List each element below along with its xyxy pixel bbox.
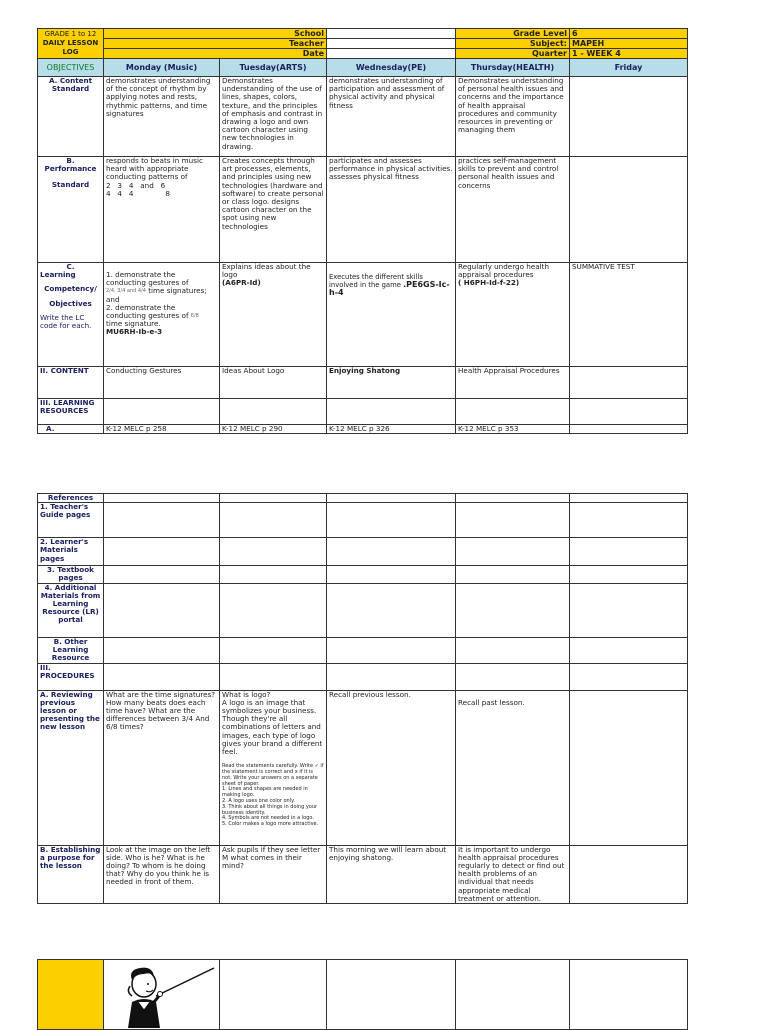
conductor-illustration	[106, 962, 216, 1028]
conductor-image-cell	[104, 960, 220, 1030]
additional-materials-label: 4. Additional Materials from Learning Resource (LR) portal	[38, 583, 104, 637]
competency-monday: 1. demonstrate the conducting gestures of 2/4, 3/4 and 4/4 time signatures; and 2. demonstrate the conducting gestures of 6/8 time signature. MU6RH-Ib-e-3	[104, 263, 220, 367]
learning-resources-monday-blank	[104, 399, 220, 425]
resources-thursday: K-12 MELC p 353	[456, 425, 570, 434]
resources-friday	[570, 425, 688, 434]
learning-resources-tuesday-blank	[220, 399, 327, 425]
content-standard-label: A. Content Standard	[38, 77, 104, 157]
reviewing-monday: What are the time signatures? How many beats does each time have? What are the differences between 3/4 And 6/8 times?	[104, 690, 220, 845]
reviewing-wednesday: Recall previous lesson.	[327, 690, 456, 845]
lesson-log-table-3	[37, 959, 688, 1030]
teacher-label: Teacher	[104, 39, 327, 49]
col-thursday: Thursday(HEALTH)	[456, 59, 570, 77]
date-label: Date	[104, 49, 327, 59]
learning-resources-thursday-blank	[456, 399, 570, 425]
quarter-label: Quarter	[456, 49, 570, 59]
col-wednesday: Wednesday(PE)	[327, 59, 456, 77]
reviewing-label: A. Reviewing previous lesson or presenting the new lesson	[38, 690, 104, 845]
log-title: GRADE 1 to 12 DAILY LESSON LOG	[38, 29, 104, 59]
content-friday	[570, 367, 688, 399]
teacher-value[interactable]	[327, 39, 456, 49]
procedures-label: III. PROCEDURES	[38, 663, 104, 690]
performance-standard-wednesday: participates and assesses performance in physical activities. assesses physical fitness	[327, 157, 456, 263]
lesson-log-table-1	[37, 28, 688, 434]
references-label: References	[38, 494, 104, 503]
content-standard-monday: demonstrates understanding of the concept of rhythm by applying notes and rests, rhythmic patterns, and time signatures	[104, 77, 220, 157]
school-label: School	[104, 29, 327, 39]
date-value[interactable]	[327, 49, 456, 59]
content-tuesday: Ideas About Logo	[220, 367, 327, 399]
learning-resources-wednesday-blank	[327, 399, 456, 425]
performance-standard-tuesday: Creates concepts through art processes, elements, and principles using new technologies (hardware and software) to create personal or class logo. designs cartoon character on the spot using new technologies	[220, 157, 327, 263]
textbook-label: 3. Textbook pages	[38, 566, 104, 583]
content-standard-tuesday: Demonstrates understanding of the use of lines, shapes, colors, texture, and the principles of emphasis and contrast in drawing a logo and own cartoon character using new technologies in drawing.	[220, 77, 327, 157]
learning-resources-friday-blank	[570, 399, 688, 425]
competency-thursday: Regularly undergo health appraisal procedures ( H6PH-Id-f-22)	[456, 263, 570, 367]
col-tuesday: Tuesday(ARTS)	[220, 59, 327, 77]
competency-wednesday: Executes the different skills involved in the game .PE6GS-Ic-h-4	[327, 263, 456, 367]
content-thursday: Health Appraisal Procedures	[456, 367, 570, 399]
competency-tuesday: Explains ideas about the logo (A6PR-Id)	[220, 263, 327, 367]
resources-tuesday: K-12 MELC p 290	[220, 425, 327, 434]
time-signature-fraction: 2/4, 3/4 and 4/4	[106, 287, 146, 294]
time-signature-fraction-68: 6/8	[190, 312, 199, 319]
content-standard-thursday: Demonstrates understanding of personal health issues and concerns and the importance of health appraisal procedures and community resources in preventing or managing them	[456, 77, 570, 157]
learners-materials-label: 2. Learner's Materials pages	[38, 538, 104, 566]
resources-monday: K-12 MELC p 258	[104, 425, 220, 434]
content-standard-wednesday: demonstrates understanding of participation and assessment of physical activity and physical fitness	[327, 77, 456, 157]
grade-value: 6	[570, 29, 688, 39]
lesson-log-table-2	[37, 493, 688, 904]
col-monday: Monday (Music)	[104, 59, 220, 77]
bottom-label-cell	[38, 960, 104, 1030]
subject-value: MAPEH	[570, 39, 688, 49]
resources-wednesday: K-12 MELC p 326	[327, 425, 456, 434]
grade-label: Grade Level	[456, 29, 570, 39]
content-standard-friday	[570, 77, 688, 157]
content-label: II. CONTENT	[38, 367, 104, 399]
performance-standard-friday	[570, 157, 688, 263]
school-value[interactable]	[327, 29, 456, 39]
establishing-monday: Look at the image on the left side. Who is he? What is he doing? To whom is he doing that? Why do you think he is needed in front of them.	[104, 845, 220, 903]
establishing-friday	[570, 845, 688, 903]
resources-row-a-label: A.	[38, 425, 104, 434]
quarter-value: 1 - WEEK 4	[570, 49, 688, 59]
reviewing-friday	[570, 690, 688, 845]
establishing-thursday: It is important to undergo health appraisal procedures regularly to detect or find out health problems of an individual that needs appropriate medical treatment or attention.	[456, 845, 570, 903]
col-friday: Friday	[570, 59, 688, 77]
establishing-wednesday: This morning we will learn about enjoying shatong.	[327, 845, 456, 903]
establishing-tuesday: Ask pupils if they see letter M what comes in their mind?	[220, 845, 327, 903]
other-resources-label: B. Other Learning Resource	[38, 637, 104, 663]
learning-resources-label: III. LEARNING RESOURCES	[38, 399, 104, 425]
competency-friday: SUMMATIVE TEST	[570, 263, 688, 367]
reviewing-tuesday: What is logo? A logo is an image that symbolizes your business. Though they're all combinations of letters and images, each type of logo gives your brand a different feel. Read the statements carefully. Write ✓ if the statement is correct and x if it is not. Write your answers on a separate sheet of paper. 1. Lines and shapes are needed in making logo. 2. A logo uses one color only. 3. Think about all things in doing your business identity. 4. Symbols are not needed in a logo. 5. Color makes a logo more attractive.	[220, 690, 327, 845]
competency-label: C. Learning Competency/ Objectives Write the LC code for each.	[38, 263, 104, 367]
establishing-label: B. Establishing a purpose for the lesson	[38, 845, 104, 903]
reviewing-thursday: Recall past lesson.	[456, 690, 570, 845]
subject-label: Subject:	[456, 39, 570, 49]
col-objectives: OBJECTIVES	[38, 59, 104, 77]
content-monday: Conducting Gestures	[104, 367, 220, 399]
content-wednesday: Enjoying Shatong	[327, 367, 456, 399]
performance-standard-monday: responds to beats in music heard with appropriate conducting patterns of 2 3 4 and 6 4 4 4 8	[104, 157, 220, 263]
performance-standard-label: B. Performance Standard	[38, 157, 104, 263]
teachers-guide-label: 1. Teacher's Guide pages	[38, 503, 104, 538]
performance-standard-thursday: practices self-management skills to prevent and control personal health issues and concerns	[456, 157, 570, 263]
